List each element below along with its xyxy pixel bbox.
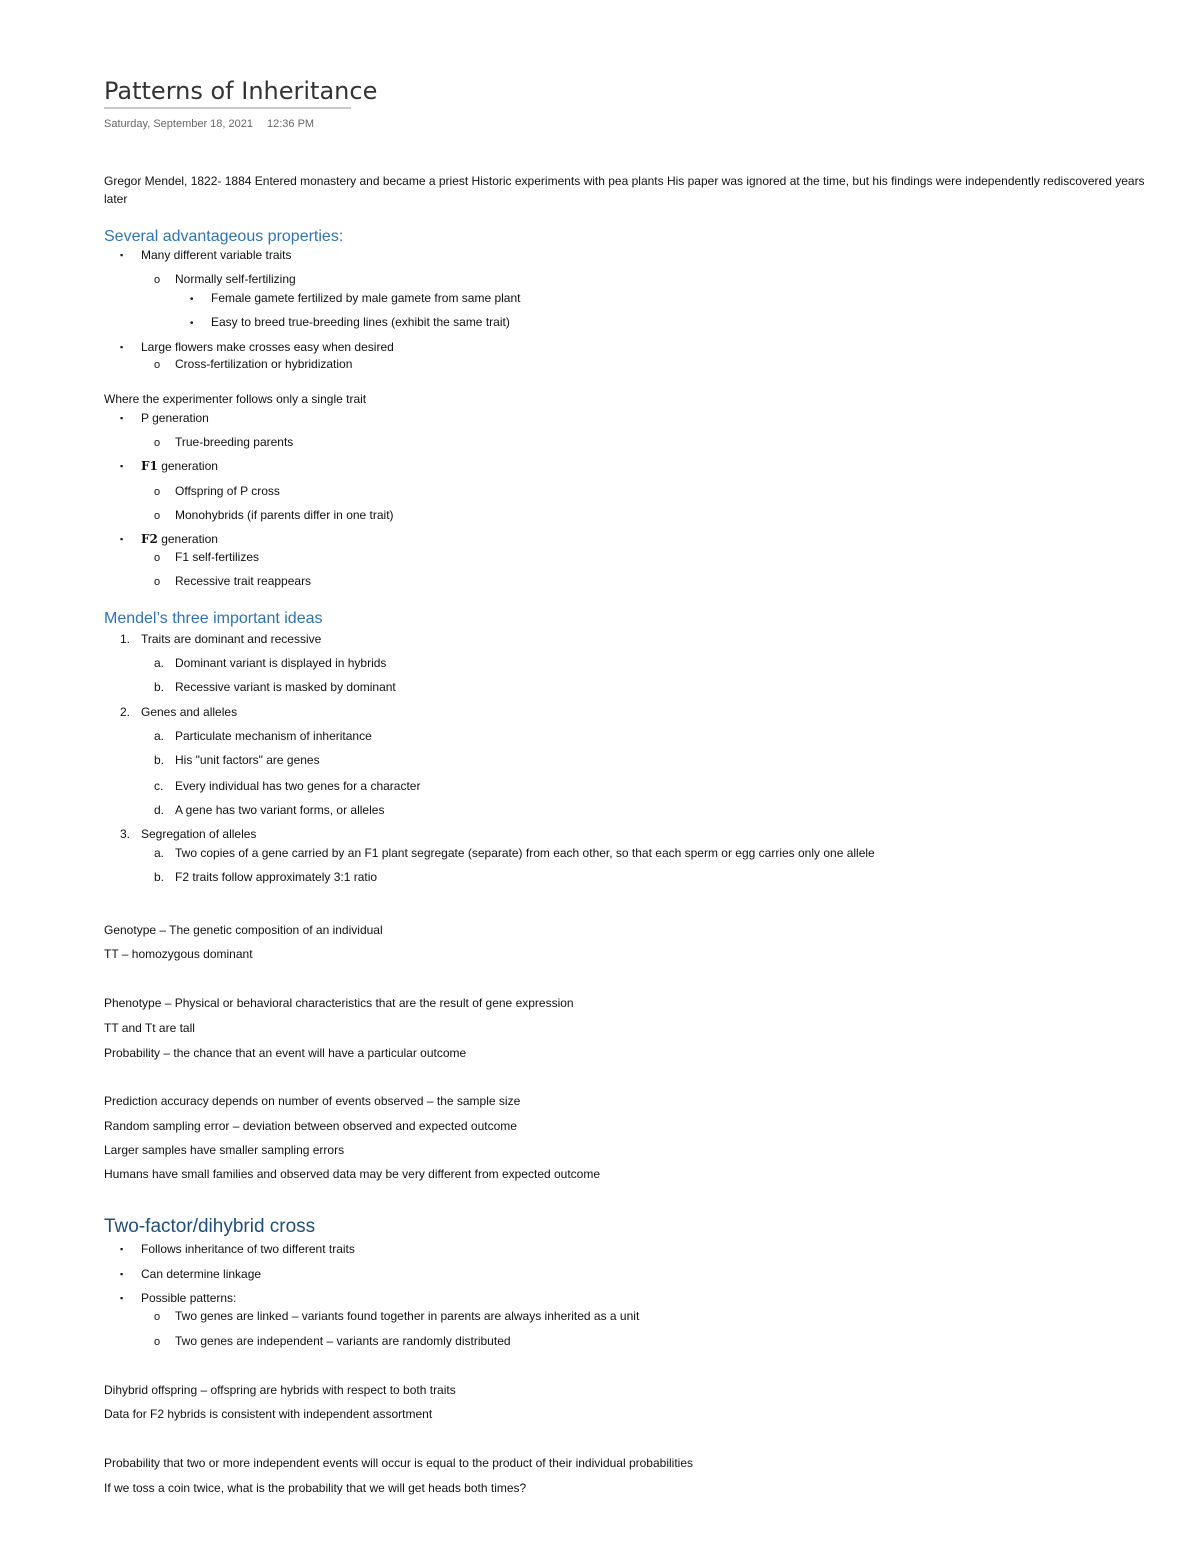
square-bullet-icon: ▪: [120, 461, 124, 471]
list-item[interactable]: d. A gene has two variant forms, or alleles: [154, 803, 385, 817]
square-bullet-icon: ▪: [120, 342, 124, 352]
list-item[interactable]: o Monohybrids (if parents differ in one trait): [154, 508, 394, 522]
page-time: 12:36 PM: [267, 118, 315, 130]
square-bullet-icon: ▪: [120, 250, 124, 260]
list-item[interactable]: ▪ F2 generation: [120, 532, 218, 546]
list-item[interactable]: o Offspring of P cross: [154, 484, 280, 498]
note-line[interactable]: Data for F2 hybrids is consistent with independent assortment: [104, 1407, 433, 1421]
circle-bullet-icon: o: [154, 576, 161, 588]
note-line[interactable]: Random sampling error – deviation between observed and expected outcome: [104, 1119, 517, 1133]
page-title[interactable]: Patterns of Inheritance: [104, 77, 378, 105]
page-date: Saturday, September 18, 2021: [104, 118, 254, 130]
list-item[interactable]: 1. Traits are dominant and recessive: [120, 632, 322, 646]
square-bullet-icon: ▪: [120, 1293, 124, 1303]
heading-dihybrid-cross[interactable]: Two-factor/dihybrid cross: [104, 1216, 316, 1237]
note-line[interactable]: Probability that two or more independent events will occur is equal to the product of their individual probabilities: [104, 1456, 693, 1470]
circle-bullet-icon: o: [154, 359, 161, 371]
heading-three-ideas[interactable]: Mendel’s three important ideas: [104, 610, 323, 627]
list-item[interactable]: o True-breeding parents: [154, 435, 294, 449]
list-item[interactable]: 2. Genes and alleles: [120, 705, 238, 719]
heading-advantageous-properties[interactable]: Several advantageous properties:: [104, 228, 344, 245]
note-line[interactable]: Dihybrid offspring – offspring are hybrids with respect to both traits: [104, 1383, 456, 1397]
square-bullet-icon: ▪: [120, 1244, 124, 1254]
list-item[interactable]: • Female gamete fertilized by male gamete from same plant: [190, 290, 520, 308]
list-item[interactable]: b. Recessive variant is masked by dominant: [154, 680, 396, 694]
list-item[interactable]: ▪ P generation: [120, 411, 209, 425]
note-line[interactable]: Humans have small families and observed data may be very different from expected outcome: [104, 1167, 601, 1181]
list-item[interactable]: o F1 self-fertilizes: [154, 550, 260, 564]
note-line[interactable]: Probability – the chance that an event will have a particular outcome: [104, 1046, 467, 1060]
list-item[interactable]: b. F2 traits follow approximately 3:1 ratio: [154, 870, 378, 884]
list-item[interactable]: ▪ F1 generation: [120, 459, 218, 473]
dot-bullet-icon: •: [190, 294, 194, 305]
square-bullet-icon: ▪: [120, 534, 124, 544]
list-item[interactable]: ▪ Follows inheritance of two different traits: [120, 1242, 355, 1256]
list-item[interactable]: c. Every individual has two genes for a character: [154, 779, 421, 793]
list-item[interactable]: o Two genes are independent – variants are randomly distributed: [154, 1334, 511, 1348]
title-underline: [104, 107, 351, 109]
list-item[interactable]: o Recessive trait reappears: [154, 574, 312, 588]
square-bullet-icon: ▪: [120, 1269, 124, 1279]
note-line[interactable]: Prediction accuracy depends on number of events observed – the sample size: [104, 1094, 521, 1108]
list-item[interactable]: a. Particulate mechanism of inheritance: [154, 729, 372, 743]
square-bullet-icon: ▪: [120, 413, 124, 423]
circle-bullet-icon: o: [154, 510, 161, 522]
note-line[interactable]: Larger samples have smaller sampling errors: [104, 1143, 345, 1157]
list-item[interactable]: • Easy to breed true-breeding lines (exhibit the same trait): [190, 314, 510, 332]
list-item[interactable]: a. Dominant variant is displayed in hybrids: [154, 656, 387, 670]
circle-bullet-icon: o: [154, 552, 161, 564]
circle-bullet-icon: o: [154, 437, 161, 449]
list-item[interactable]: ▪ Many different variable traits: [120, 248, 292, 262]
list-item[interactable]: o Cross-fertilization or hybridization: [154, 357, 353, 371]
list-item[interactable]: ▪ Can determine linkage: [120, 1267, 262, 1281]
list-item[interactable]: o Two genes are linked – variants found together in parents are always inherited as a unit: [154, 1309, 640, 1323]
single-trait-lead[interactable]: Where the experimenter follows only a single trait: [104, 392, 367, 406]
circle-bullet-icon: o: [154, 486, 161, 498]
intro-paragraph[interactable]: Gregor Mendel, 1822- 1884 Entered monastery and became a priest Historic experiments with pea plants His paper was ignored at the time, but his findings were independently rediscovered years later: [104, 174, 1145, 206]
page-timestamp: [104, 116, 314, 132]
list-item[interactable]: o Normally self-fertilizing: [154, 272, 296, 286]
list-item[interactable]: ▪ Possible patterns:: [120, 1291, 237, 1305]
circle-bullet-icon: o: [154, 1311, 161, 1323]
list-item[interactable]: 3. Segregation of alleles: [120, 827, 257, 841]
note-line[interactable]: TT and Tt are tall: [104, 1021, 195, 1035]
note-line[interactable]: Genotype – The genetic composition of an individual: [104, 923, 383, 937]
note-line[interactable]: If we toss a coin twice, what is the probability that we will get heads both times?: [104, 1481, 527, 1495]
dot-bullet-icon: •: [190, 318, 194, 329]
circle-bullet-icon: o: [154, 274, 161, 286]
list-item[interactable]: ▪ Large flowers make crosses easy when desired: [120, 340, 394, 354]
circle-bullet-icon: o: [154, 1336, 161, 1348]
list-item[interactable]: a. Two copies of a gene carried by an F1 plant segregate (separate) from each other, so that each sperm or egg carries only one allele: [154, 846, 875, 860]
list-item[interactable]: b. His "unit factors" are genes: [154, 753, 320, 767]
note-line[interactable]: Phenotype – Physical or behavioral characteristics that are the result of gene expression: [104, 996, 574, 1010]
note-line[interactable]: TT – homozygous dominant: [104, 947, 253, 961]
